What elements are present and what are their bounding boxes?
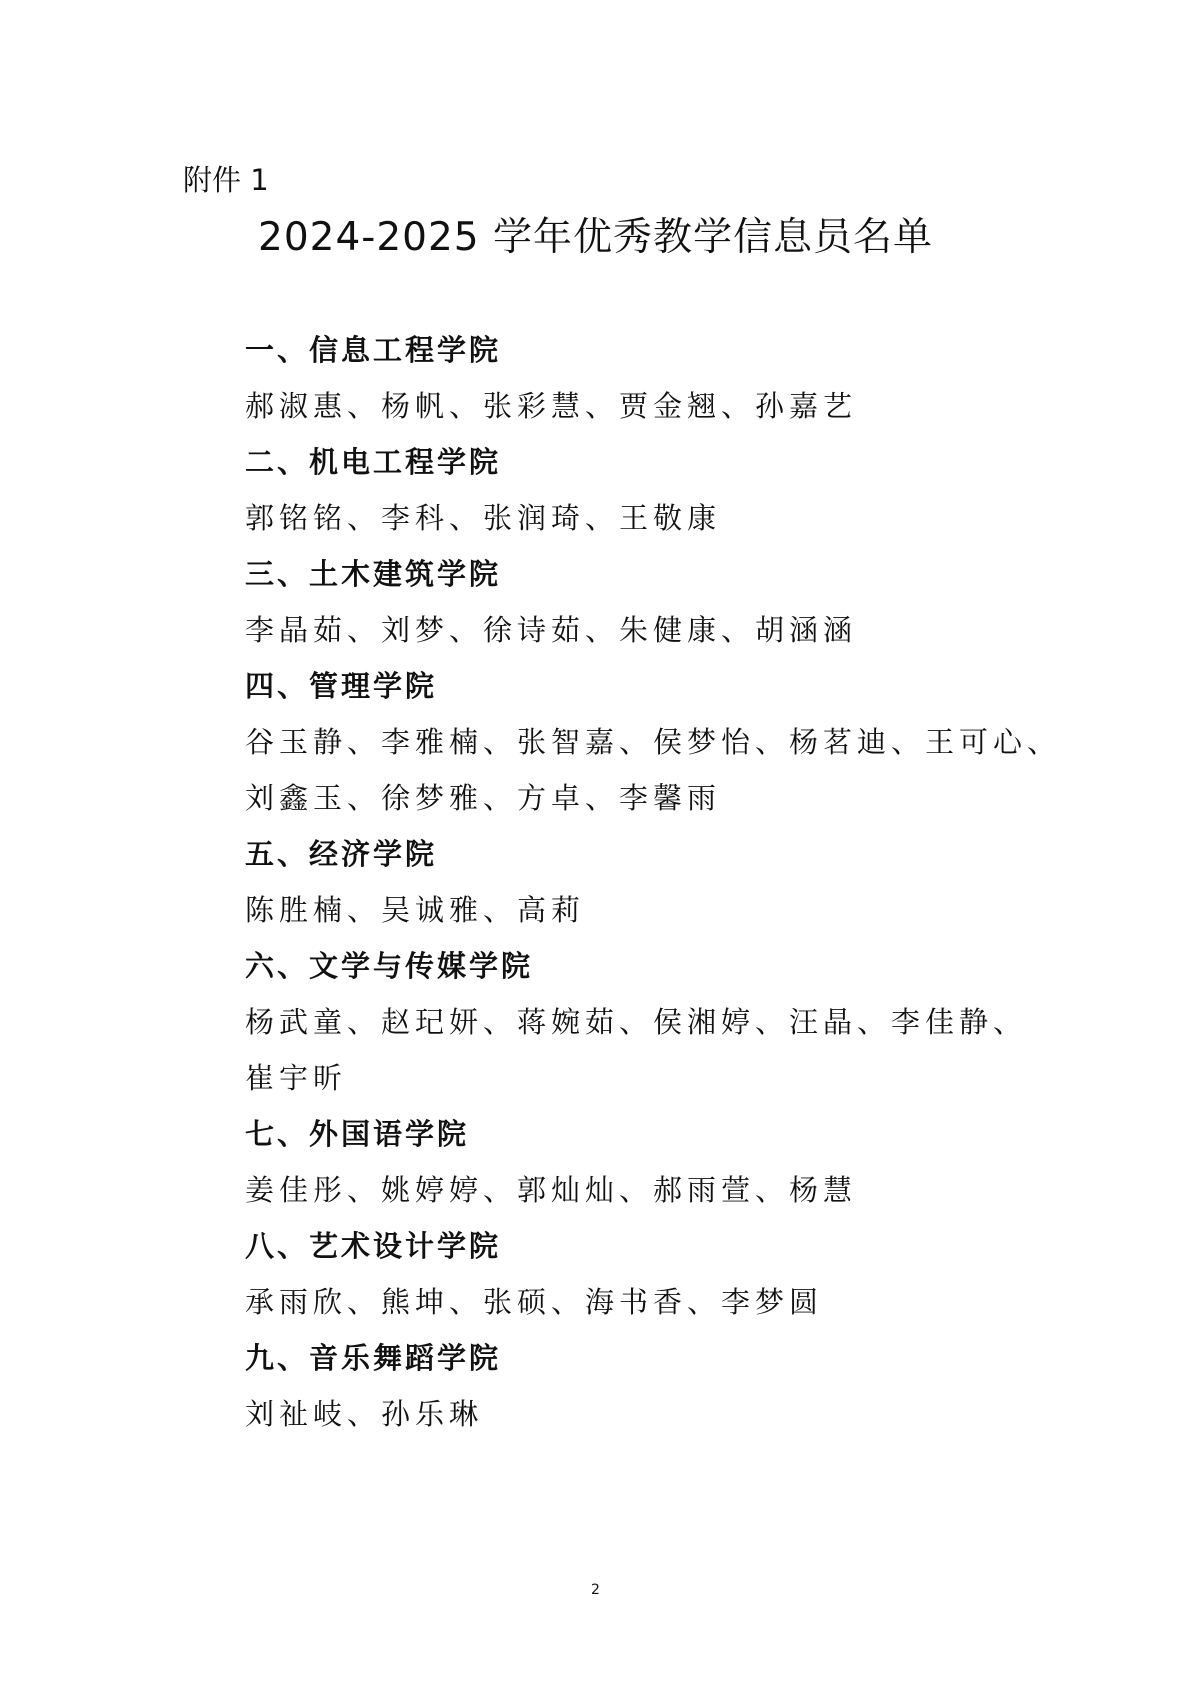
college-heading: 九、音乐舞蹈学院 <box>245 1341 502 1375</box>
member-names: 承雨欣、熊坤、张硕、海书香、李梦圆 <box>245 1285 824 1319</box>
college-list <box>245 322 1062 1442</box>
attachment-label: 附件 1 <box>183 163 269 197</box>
college-section-4 <box>245 658 1062 826</box>
member-names: 崔宇昕 <box>245 1061 348 1095</box>
college-heading: 一、信息工程学院 <box>245 333 502 367</box>
college-heading: 八、艺术设计学院 <box>245 1229 502 1263</box>
document-title: 2024-2025 学年优秀教学信息员名单 <box>258 215 933 260</box>
college-heading: 七、外国语学院 <box>245 1117 470 1151</box>
member-names: 郭铭铭、李科、张润琦、王敬康 <box>245 501 722 535</box>
member-names: 杨武童、赵玘妍、蒋婉茹、侯湘婷、汪晶、李佳静、 <box>245 1005 1028 1039</box>
college-heading: 六、文学与传媒学院 <box>245 949 534 983</box>
college-section-3 <box>245 546 1025 658</box>
member-names: 刘祉岐、孙乐琳 <box>245 1397 484 1431</box>
member-names: 刘鑫玉、徐梦雅、方卓、李馨雨 <box>245 781 722 815</box>
college-heading: 四、管理学院 <box>245 669 438 703</box>
member-names: 郝淑惠、杨帆、张彩慧、贾金翘、孙嘉艺 <box>245 389 858 423</box>
page-number: 2 <box>591 1582 600 1598</box>
college-section-6 <box>245 938 1028 1106</box>
college-heading: 五、经济学院 <box>245 837 438 871</box>
college-section-2 <box>245 434 1025 546</box>
college-heading: 三、土木建筑学院 <box>245 557 502 591</box>
member-names: 李晶茹、刘梦、徐诗茹、朱健康、胡涵涵 <box>245 613 858 647</box>
college-section-9 <box>245 1330 1025 1442</box>
member-names: 陈胜楠、吴诚雅、高莉 <box>245 893 586 927</box>
college-section-1 <box>245 322 1025 434</box>
college-section-7 <box>245 1106 1025 1218</box>
member-names: 姜佳彤、姚婷婷、郭灿灿、郝雨萱、杨慧 <box>245 1173 858 1207</box>
college-section-8 <box>245 1218 1025 1330</box>
college-section-5 <box>245 826 1025 938</box>
college-heading: 二、机电工程学院 <box>245 445 502 479</box>
member-names: 谷玉静、李雅楠、张智嘉、侯梦怡、杨茗迪、王可心、 <box>245 725 1062 759</box>
